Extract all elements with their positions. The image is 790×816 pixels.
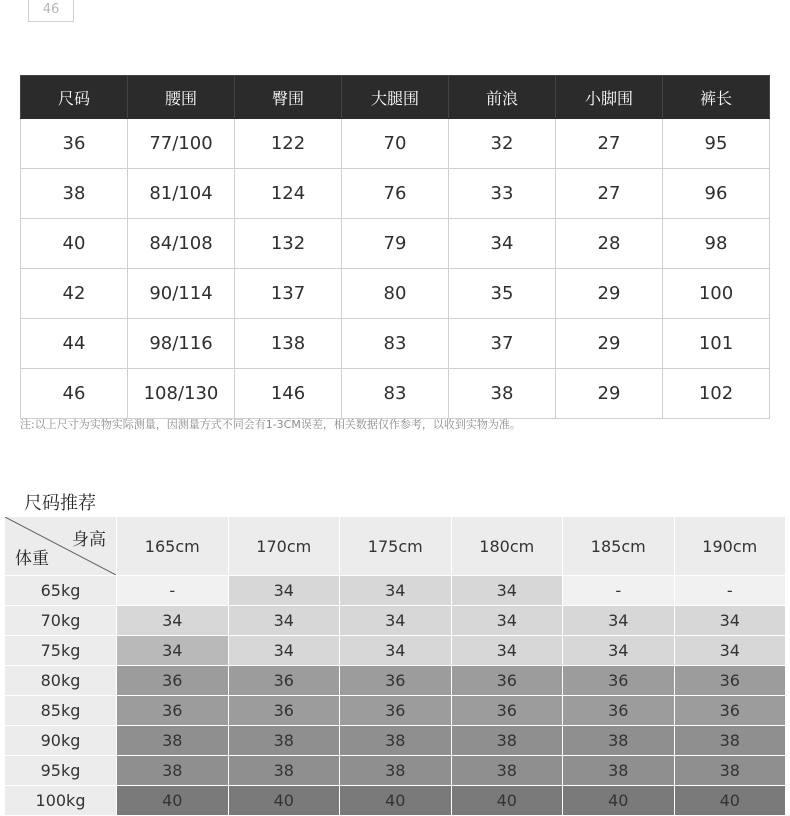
- measurement-note: 注:以上尺寸为实物实际测量，因测量方式不同会有1-3CM误差，相关数据仅作参考，以收到实物为准。: [20, 418, 521, 431]
- recommended-size-cell: 34: [340, 606, 452, 636]
- size-cell: 83: [342, 369, 449, 419]
- size-cell: 29: [556, 269, 663, 319]
- recommended-size-cell: 36: [451, 666, 563, 696]
- size-cell: 96: [663, 169, 770, 219]
- col-header-front-rise: 前浪: [449, 76, 556, 119]
- recommended-size-cell: 34: [228, 576, 340, 606]
- recommended-size-cell: 38: [117, 756, 229, 786]
- size-cell: 79: [342, 219, 449, 269]
- recommended-size-cell: 40: [451, 786, 563, 816]
- size-row: [21, 169, 770, 219]
- size-cell: 83: [342, 319, 449, 369]
- size-cell: 98/116: [128, 319, 235, 369]
- col-header-leg-opening: 小脚围: [556, 76, 663, 119]
- size-cell: 42: [21, 269, 128, 319]
- size-cell: 132: [235, 219, 342, 269]
- size-cell: 38: [449, 369, 556, 419]
- recommended-size-cell: 34: [563, 636, 675, 666]
- recommended-size-cell: 38: [340, 756, 452, 786]
- size-cell: 84/108: [128, 219, 235, 269]
- recommended-size-cell: 38: [674, 726, 786, 756]
- weight-label: 85kg: [5, 696, 117, 726]
- size-cell: 122: [235, 119, 342, 169]
- height-header: 170cm: [228, 517, 340, 576]
- recommended-size-cell: 36: [340, 666, 452, 696]
- weight-label: 95kg: [5, 756, 117, 786]
- size-recommendation-table: [4, 516, 786, 816]
- recommended-size-cell: 36: [674, 696, 786, 726]
- size-cell: 28: [556, 219, 663, 269]
- recommendation-row: [5, 636, 786, 666]
- recommended-size-cell: 36: [563, 666, 675, 696]
- recommended-size-cell: 38: [228, 756, 340, 786]
- size-cell: 27: [556, 119, 663, 169]
- recommended-size-cell: 36: [451, 696, 563, 726]
- recommended-size-cell: 34: [451, 636, 563, 666]
- size-cell: 40: [21, 219, 128, 269]
- recommended-size-cell: 36: [228, 696, 340, 726]
- size-cell: 100: [663, 269, 770, 319]
- recommended-size-cell: 34: [451, 576, 563, 606]
- recommended-size-cell: -: [674, 576, 786, 606]
- size-cell: 102: [663, 369, 770, 419]
- height-header: 185cm: [563, 517, 675, 576]
- size-chip-46: 46: [28, 0, 74, 22]
- size-cell: 70: [342, 119, 449, 169]
- recommendation-row: [5, 576, 786, 606]
- recommended-size-cell: 38: [340, 726, 452, 756]
- size-cell: 98: [663, 219, 770, 269]
- size-row: [21, 319, 770, 369]
- recommendation-row: [5, 726, 786, 756]
- height-header: 165cm: [117, 517, 229, 576]
- recommended-size-cell: 34: [563, 606, 675, 636]
- recommended-size-cell: 38: [674, 756, 786, 786]
- recommendation-title: 尺码推荐: [24, 493, 96, 514]
- size-cell: 90/114: [128, 269, 235, 319]
- size-cell: 108/130: [128, 369, 235, 419]
- col-header-size: 尺码: [21, 76, 128, 119]
- recommended-size-cell: -: [117, 576, 229, 606]
- size-cell: 137: [235, 269, 342, 319]
- size-cell: 33: [449, 169, 556, 219]
- recommended-size-cell: 40: [674, 786, 786, 816]
- size-cell: 76: [342, 169, 449, 219]
- weight-label: 75kg: [5, 636, 117, 666]
- weight-label: 80kg: [5, 666, 117, 696]
- weight-label: 65kg: [5, 576, 117, 606]
- size-row: [21, 119, 770, 169]
- recommended-size-cell: 34: [228, 606, 340, 636]
- recommendation-row: [5, 756, 786, 786]
- size-cell: 44: [21, 319, 128, 369]
- size-cell: 35: [449, 269, 556, 319]
- recommended-size-cell: 38: [451, 726, 563, 756]
- size-cell: 29: [556, 319, 663, 369]
- size-cell: 146: [235, 369, 342, 419]
- recommended-size-cell: 34: [340, 636, 452, 666]
- recommended-size-cell: 36: [674, 666, 786, 696]
- recommended-size-cell: 34: [117, 636, 229, 666]
- recommended-size-cell: 40: [228, 786, 340, 816]
- weight-label: 90kg: [5, 726, 117, 756]
- size-cell: 29: [556, 369, 663, 419]
- size-chart-header-row: [21, 76, 770, 119]
- recommended-size-cell: 38: [451, 756, 563, 786]
- recommended-size-cell: 34: [674, 606, 786, 636]
- recommended-size-cell: 34: [451, 606, 563, 636]
- corner-header: [5, 517, 117, 576]
- size-cell: 77/100: [128, 119, 235, 169]
- recommended-size-cell: 38: [563, 756, 675, 786]
- height-header: 190cm: [674, 517, 786, 576]
- size-cell: 95: [663, 119, 770, 169]
- recommendation-row: [5, 606, 786, 636]
- recommendation-row: [5, 696, 786, 726]
- size-cell: 81/104: [128, 169, 235, 219]
- size-cell: 36: [21, 119, 128, 169]
- size-cell: 124: [235, 169, 342, 219]
- recommended-size-cell: 38: [117, 726, 229, 756]
- size-row: [21, 219, 770, 269]
- recommended-size-cell: 40: [117, 786, 229, 816]
- col-header-length: 裤长: [663, 76, 770, 119]
- size-cell: 37: [449, 319, 556, 369]
- recommended-size-cell: -: [563, 576, 675, 606]
- size-chart-table: [20, 75, 770, 419]
- weight-label: 100kg: [5, 786, 117, 816]
- recommendation-row: [5, 666, 786, 696]
- height-axis-label: 身高: [72, 530, 106, 550]
- size-row: [21, 269, 770, 319]
- size-cell: 27: [556, 169, 663, 219]
- size-cell: 101: [663, 319, 770, 369]
- size-cell: 38: [21, 169, 128, 219]
- size-cell: 138: [235, 319, 342, 369]
- recommended-size-cell: 34: [117, 606, 229, 636]
- recommended-size-cell: 38: [563, 726, 675, 756]
- height-header: 175cm: [340, 517, 452, 576]
- recommended-size-cell: 36: [228, 666, 340, 696]
- weight-axis-label: 体重: [15, 549, 49, 569]
- col-header-hip: 臀围: [235, 76, 342, 119]
- recommended-size-cell: 36: [563, 696, 675, 726]
- weight-label: 70kg: [5, 606, 117, 636]
- height-header: 180cm: [451, 517, 563, 576]
- recommended-size-cell: 34: [340, 576, 452, 606]
- recommended-size-cell: 36: [340, 696, 452, 726]
- recommended-size-cell: 36: [117, 696, 229, 726]
- recommended-size-cell: 34: [228, 636, 340, 666]
- recommended-size-cell: 40: [563, 786, 675, 816]
- col-header-thigh: 大腿围: [342, 76, 449, 119]
- size-cell: 34: [449, 219, 556, 269]
- size-cell: 46: [21, 369, 128, 419]
- recommended-size-cell: 38: [228, 726, 340, 756]
- recommended-size-cell: 34: [674, 636, 786, 666]
- size-cell: 80: [342, 269, 449, 319]
- recommended-size-cell: 40: [340, 786, 452, 816]
- size-row: [21, 369, 770, 419]
- size-cell: 32: [449, 119, 556, 169]
- recommendation-row: [5, 786, 786, 816]
- recommended-size-cell: 36: [117, 666, 229, 696]
- recommendation-header-row: [5, 517, 786, 576]
- col-header-waist: 腰围: [128, 76, 235, 119]
